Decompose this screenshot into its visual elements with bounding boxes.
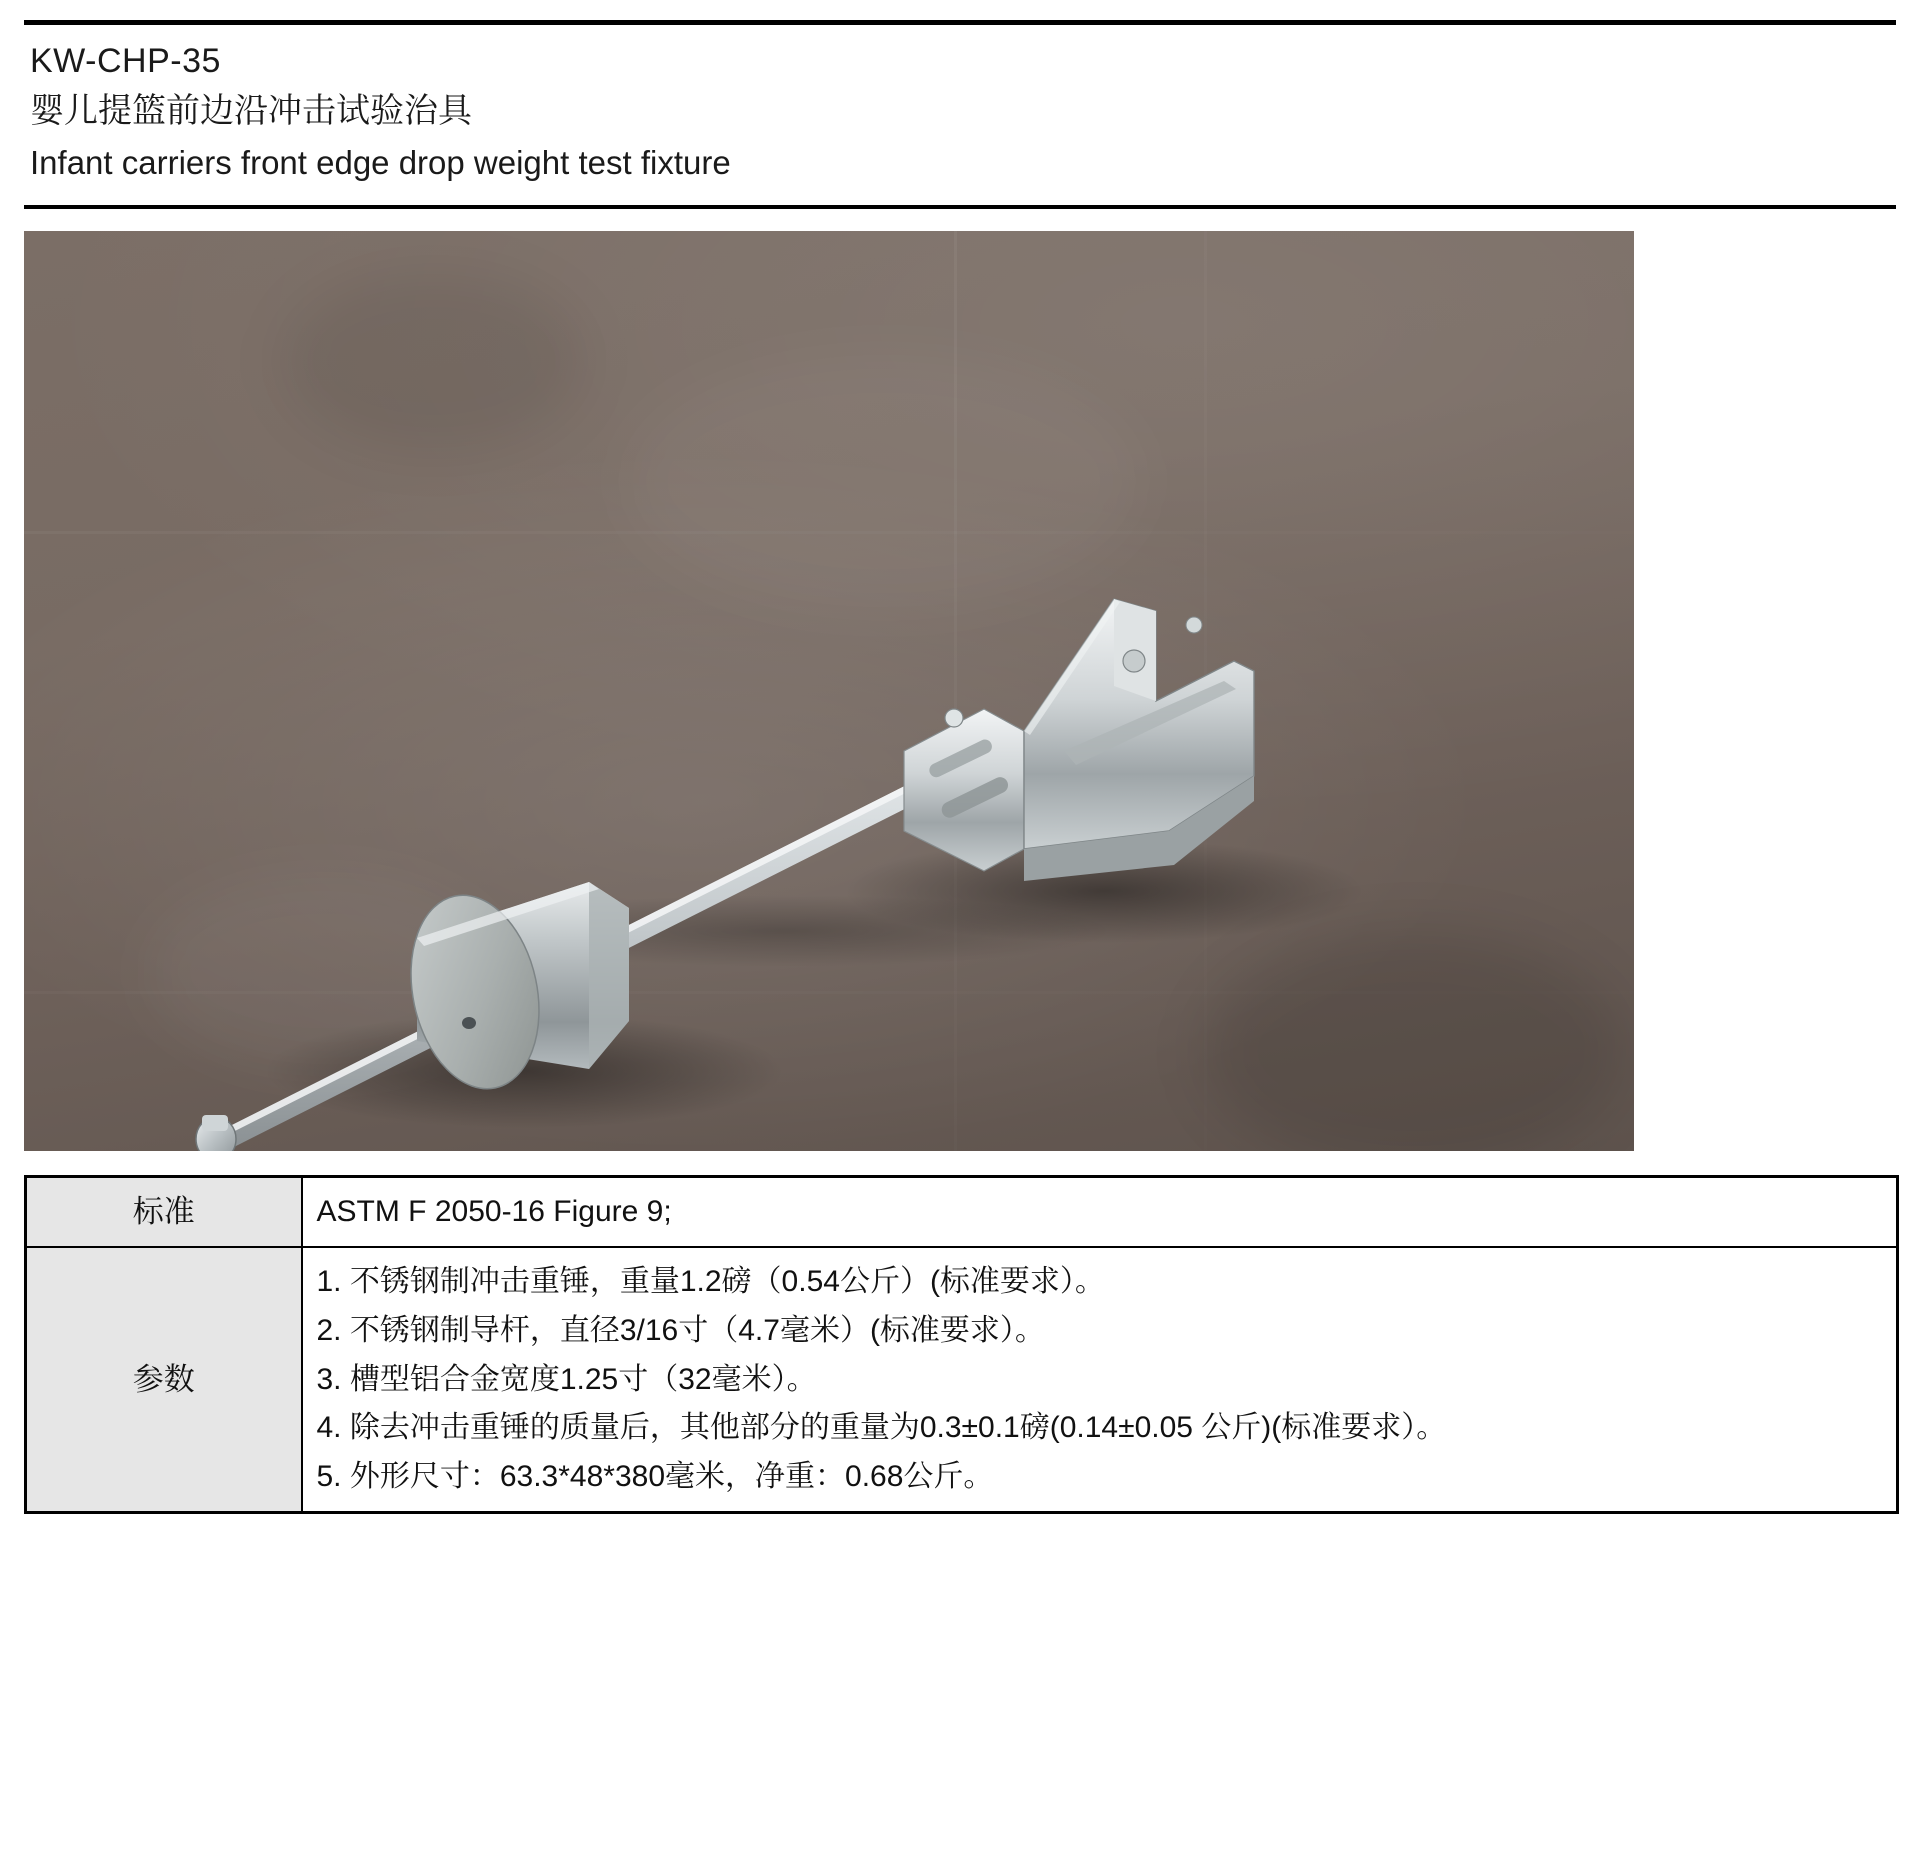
standard-value: ASTM F 2050-16 Figure 9; — [302, 1177, 1898, 1248]
list-item: 1. 不锈钢制冲击重锤，重量1.2磅（0.54公斤）(标准要求）。 — [316, 1265, 1105, 1299]
header-divider — [24, 205, 1896, 209]
table-row-standard — [26, 1177, 1898, 1248]
parameters-label: 参数 — [26, 1247, 302, 1512]
page-header — [24, 25, 1896, 195]
specification-table — [24, 1175, 1899, 1514]
parameters-list — [317, 1258, 1883, 1501]
product-name-chinese: 婴儿提篮前边沿冲击试验治具 — [30, 91, 472, 130]
product-datasheet-page — [0, 20, 1920, 1873]
table-row-parameters — [26, 1247, 1898, 1512]
standard-label: 标准 — [26, 1177, 302, 1248]
product-model: KW-CHP-35 — [30, 42, 221, 80]
parameters-value — [302, 1247, 1898, 1512]
list-item: 2. 不锈钢制导杆，直径3/16寸（4.7毫米）(标准要求）。 — [316, 1313, 1045, 1347]
product-name-english: Infant carriers front edge drop weight test fixture — [30, 143, 731, 181]
list-item: 3. 槽型铝合金宽度1.25寸（32毫米）。 — [316, 1362, 817, 1396]
fixture-illustration — [24, 231, 1634, 1151]
product-photo — [24, 231, 1634, 1151]
list-item: 5. 外形尺寸：63.3*48*380毫米，净重：0.68公斤。 — [316, 1459, 994, 1493]
photo-background — [24, 231, 1634, 1151]
list-item: 4. 除去冲击重锤的质量后，其他部分的重量为0.3±0.1磅(0.14±0.05 公斤)(标准要求）。 — [316, 1411, 1447, 1445]
